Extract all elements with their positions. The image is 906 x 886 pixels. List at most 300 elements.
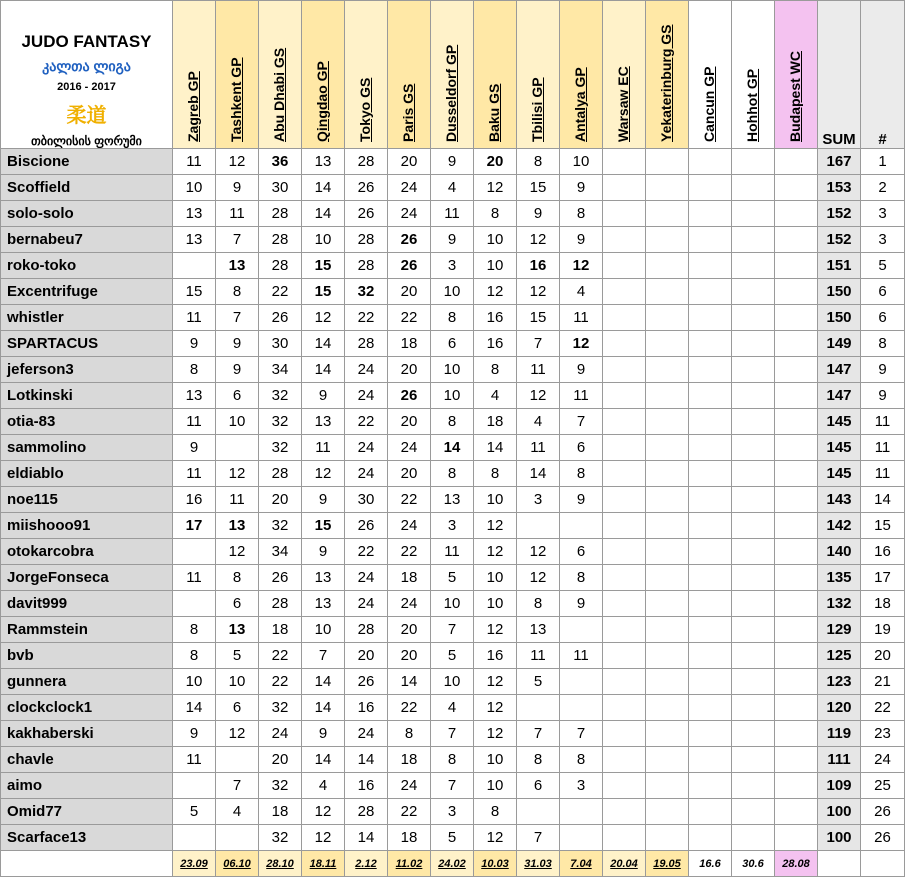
- score-cell: [646, 591, 689, 617]
- rank-cell: 3: [861, 227, 905, 253]
- score-cell: 28: [345, 149, 388, 175]
- rank-cell: 9: [861, 383, 905, 409]
- score-cell: 11: [302, 435, 345, 461]
- score-cell: 12: [474, 539, 517, 565]
- table-row: [1, 383, 905, 409]
- score-cell: 24: [345, 383, 388, 409]
- score-cell: [775, 591, 818, 617]
- score-cell: [517, 799, 560, 825]
- score-cell: 10: [173, 175, 216, 201]
- score-cell: 32: [345, 279, 388, 305]
- score-cell: 4: [474, 383, 517, 409]
- score-cell: 15: [517, 305, 560, 331]
- player-name: solo-solo: [1, 201, 173, 227]
- rank-cell: 2: [861, 175, 905, 201]
- score-cell: 11: [173, 409, 216, 435]
- score-cell: [603, 149, 646, 175]
- score-cell: [732, 279, 775, 305]
- sum-cell: 123: [818, 669, 861, 695]
- score-cell: [646, 747, 689, 773]
- player-name: Scarface13: [1, 825, 173, 851]
- score-cell: 11: [173, 747, 216, 773]
- score-cell: [603, 669, 646, 695]
- score-cell: 24: [388, 435, 431, 461]
- table-row: [1, 539, 905, 565]
- score-cell: 14: [302, 201, 345, 227]
- score-cell: [603, 565, 646, 591]
- score-cell: [603, 643, 646, 669]
- event-name: Hohhot GP: [744, 68, 760, 142]
- score-cell: 9: [560, 175, 603, 201]
- event-header: [259, 1, 302, 149]
- score-cell: 14: [517, 461, 560, 487]
- score-cell: 8: [431, 409, 474, 435]
- score-cell: [732, 305, 775, 331]
- score-cell: 22: [259, 643, 302, 669]
- score-cell: 13: [517, 617, 560, 643]
- score-cell: 8: [517, 591, 560, 617]
- player-name: gunnera: [1, 669, 173, 695]
- score-cell: 24: [345, 721, 388, 747]
- score-cell: 10: [431, 357, 474, 383]
- score-cell: 16: [517, 253, 560, 279]
- event-name: Tashkent GP: [228, 57, 244, 142]
- score-cell: [732, 617, 775, 643]
- score-cell: [732, 747, 775, 773]
- dates-row: [1, 851, 905, 877]
- score-cell: 9: [173, 435, 216, 461]
- score-cell: 11: [173, 565, 216, 591]
- score-cell: 4: [302, 773, 345, 799]
- score-cell: 22: [345, 409, 388, 435]
- score-cell: 12: [302, 461, 345, 487]
- score-cell: 34: [259, 539, 302, 565]
- score-cell: [732, 565, 775, 591]
- score-cell: 20: [259, 747, 302, 773]
- score-cell: [689, 253, 732, 279]
- score-cell: 10: [560, 149, 603, 175]
- table-row: [1, 591, 905, 617]
- score-cell: 9: [302, 383, 345, 409]
- score-cell: 28: [345, 799, 388, 825]
- score-cell: 12: [474, 721, 517, 747]
- score-cell: 10: [302, 227, 345, 253]
- score-cell: 20: [388, 617, 431, 643]
- score-cell: 10: [474, 565, 517, 591]
- score-cell: 18: [388, 565, 431, 591]
- score-cell: [646, 617, 689, 643]
- rank-cell: 18: [861, 591, 905, 617]
- score-cell: [775, 669, 818, 695]
- score-cell: [603, 487, 646, 513]
- score-cell: [560, 695, 603, 721]
- event-header: [646, 1, 689, 149]
- rank-cell: 24: [861, 747, 905, 773]
- score-cell: 20: [259, 487, 302, 513]
- sum-cell: 145: [818, 461, 861, 487]
- rank-cell: 8: [861, 331, 905, 357]
- score-cell: 28: [259, 227, 302, 253]
- score-cell: [689, 617, 732, 643]
- player-name: chavle: [1, 747, 173, 773]
- score-cell: [775, 487, 818, 513]
- score-cell: [646, 799, 689, 825]
- score-cell: 7: [517, 825, 560, 851]
- score-cell: [732, 487, 775, 513]
- player-name: eldiablo: [1, 461, 173, 487]
- score-cell: 9: [560, 227, 603, 253]
- score-cell: 10: [474, 253, 517, 279]
- score-cell: [603, 695, 646, 721]
- score-cell: [689, 669, 732, 695]
- score-cell: [216, 825, 259, 851]
- sum-cell: 135: [818, 565, 861, 591]
- rank-cell: 23: [861, 721, 905, 747]
- score-cell: [689, 175, 732, 201]
- score-cell: 6: [560, 539, 603, 565]
- score-cell: 22: [388, 799, 431, 825]
- score-cell: [689, 461, 732, 487]
- score-cell: 5: [431, 565, 474, 591]
- score-cell: 13: [216, 513, 259, 539]
- table-row: [1, 201, 905, 227]
- sum-cell: 145: [818, 409, 861, 435]
- score-cell: 9: [517, 201, 560, 227]
- score-cell: [646, 773, 689, 799]
- event-name: Yekaterinburg GS: [658, 24, 674, 142]
- player-name: aimo: [1, 773, 173, 799]
- score-cell: [732, 695, 775, 721]
- score-cell: 30: [259, 175, 302, 201]
- score-cell: [775, 747, 818, 773]
- score-cell: 14: [173, 695, 216, 721]
- score-cell: 26: [388, 227, 431, 253]
- score-cell: 24: [388, 591, 431, 617]
- score-cell: 11: [216, 487, 259, 513]
- event-date: 24.02: [431, 851, 474, 877]
- score-cell: 12: [474, 695, 517, 721]
- score-cell: 9: [173, 721, 216, 747]
- score-cell: [775, 201, 818, 227]
- score-cell: 7: [560, 721, 603, 747]
- score-cell: [646, 565, 689, 591]
- score-cell: 13: [302, 565, 345, 591]
- score-cell: 8: [474, 357, 517, 383]
- score-cell: 3: [431, 799, 474, 825]
- sum-cell: 129: [818, 617, 861, 643]
- score-cell: 8: [173, 357, 216, 383]
- score-cell: 12: [216, 721, 259, 747]
- score-cell: 12: [474, 669, 517, 695]
- rank-cell: 17: [861, 565, 905, 591]
- score-cell: [732, 409, 775, 435]
- sum-cell: 120: [818, 695, 861, 721]
- score-cell: 24: [345, 435, 388, 461]
- player-name: Biscione: [1, 149, 173, 175]
- score-cell: [732, 721, 775, 747]
- score-cell: 32: [259, 695, 302, 721]
- score-cell: 14: [431, 435, 474, 461]
- score-cell: [646, 409, 689, 435]
- score-cell: [646, 461, 689, 487]
- score-cell: 12: [474, 279, 517, 305]
- score-cell: 24: [388, 773, 431, 799]
- score-cell: [646, 227, 689, 253]
- score-cell: [775, 227, 818, 253]
- score-cell: 18: [474, 409, 517, 435]
- score-cell: 12: [517, 383, 560, 409]
- event-name: Paris GS: [400, 83, 416, 142]
- event-date: 20.04: [603, 851, 646, 877]
- score-cell: 6: [431, 331, 474, 357]
- event-date: 19.05: [646, 851, 689, 877]
- score-cell: [689, 227, 732, 253]
- score-cell: 7: [560, 409, 603, 435]
- table-row: [1, 487, 905, 513]
- score-cell: [603, 409, 646, 435]
- score-cell: [173, 773, 216, 799]
- player-name: Excentrifuge: [1, 279, 173, 305]
- score-cell: [775, 643, 818, 669]
- sum-header: SUM: [818, 1, 861, 149]
- score-cell: [775, 773, 818, 799]
- score-cell: 10: [474, 487, 517, 513]
- event-date: 7.04: [560, 851, 603, 877]
- score-cell: 24: [259, 721, 302, 747]
- score-cell: 5: [517, 669, 560, 695]
- score-cell: 6: [216, 695, 259, 721]
- table-row: [1, 825, 905, 851]
- score-cell: [689, 331, 732, 357]
- score-cell: 3: [560, 773, 603, 799]
- table-row: [1, 253, 905, 279]
- score-cell: 9: [216, 331, 259, 357]
- score-cell: 7: [216, 227, 259, 253]
- score-cell: [732, 175, 775, 201]
- score-cell: 9: [431, 227, 474, 253]
- score-cell: 3: [431, 513, 474, 539]
- score-cell: 26: [388, 383, 431, 409]
- sum-cell: 152: [818, 227, 861, 253]
- score-cell: 8: [216, 279, 259, 305]
- score-cell: 18: [388, 747, 431, 773]
- score-cell: 10: [431, 383, 474, 409]
- score-cell: [775, 305, 818, 331]
- score-cell: [732, 357, 775, 383]
- score-cell: 10: [173, 669, 216, 695]
- table-row: [1, 643, 905, 669]
- sum-cell: 152: [818, 201, 861, 227]
- score-cell: [689, 201, 732, 227]
- score-cell: [603, 591, 646, 617]
- event-date: 2.12: [345, 851, 388, 877]
- score-cell: 26: [388, 253, 431, 279]
- score-cell: 16: [345, 773, 388, 799]
- score-cell: 24: [345, 591, 388, 617]
- score-cell: [775, 279, 818, 305]
- score-cell: [689, 305, 732, 331]
- score-cell: 10: [431, 591, 474, 617]
- score-cell: [689, 279, 732, 305]
- rank-cell: 6: [861, 305, 905, 331]
- score-cell: 5: [431, 643, 474, 669]
- player-name: Rammstein: [1, 617, 173, 643]
- score-cell: [646, 175, 689, 201]
- score-cell: 13: [216, 617, 259, 643]
- score-cell: 12: [474, 825, 517, 851]
- logo-subtitle: კალთა ლიგა: [42, 58, 131, 74]
- score-cell: [689, 773, 732, 799]
- score-cell: [775, 799, 818, 825]
- score-cell: 7: [216, 305, 259, 331]
- event-date: 28.10: [259, 851, 302, 877]
- score-cell: [689, 409, 732, 435]
- score-cell: 10: [431, 669, 474, 695]
- logo-years: 2016 - 2017: [57, 81, 116, 93]
- score-cell: 22: [259, 669, 302, 695]
- sum-cell: 150: [818, 305, 861, 331]
- score-cell: [775, 149, 818, 175]
- score-cell: 24: [388, 175, 431, 201]
- event-name: Qingdao GP: [314, 61, 330, 142]
- event-header: [689, 1, 732, 149]
- score-cell: [689, 695, 732, 721]
- score-cell: 8: [474, 799, 517, 825]
- score-cell: 20: [388, 149, 431, 175]
- score-cell: 14: [474, 435, 517, 461]
- score-cell: 16: [345, 695, 388, 721]
- score-cell: 15: [173, 279, 216, 305]
- score-cell: 7: [431, 617, 474, 643]
- score-cell: 14: [302, 695, 345, 721]
- score-cell: 26: [259, 305, 302, 331]
- score-cell: 24: [388, 201, 431, 227]
- footer-blank-rank: [861, 851, 905, 877]
- score-cell: 22: [388, 539, 431, 565]
- score-cell: 26: [345, 669, 388, 695]
- score-cell: 20: [388, 279, 431, 305]
- score-cell: [603, 331, 646, 357]
- score-cell: 24: [345, 565, 388, 591]
- score-cell: [560, 617, 603, 643]
- score-cell: 7: [302, 643, 345, 669]
- score-cell: [173, 539, 216, 565]
- score-cell: [775, 617, 818, 643]
- player-name: davit999: [1, 591, 173, 617]
- rank-cell: 11: [861, 461, 905, 487]
- score-cell: 36: [259, 149, 302, 175]
- score-cell: 12: [474, 617, 517, 643]
- event-name: Abu Dhabi GS: [271, 47, 287, 142]
- score-cell: [173, 253, 216, 279]
- score-cell: [603, 825, 646, 851]
- score-cell: 22: [388, 695, 431, 721]
- score-cell: 5: [431, 825, 474, 851]
- score-cell: 4: [431, 695, 474, 721]
- rank-cell: 26: [861, 799, 905, 825]
- score-cell: [775, 331, 818, 357]
- score-cell: 16: [474, 643, 517, 669]
- score-cell: 13: [216, 253, 259, 279]
- sum-cell: 147: [818, 383, 861, 409]
- score-cell: 8: [173, 643, 216, 669]
- score-cell: [732, 773, 775, 799]
- score-cell: 11: [173, 461, 216, 487]
- score-cell: [603, 201, 646, 227]
- score-cell: [646, 357, 689, 383]
- rank-cell: 26: [861, 825, 905, 851]
- event-name: Cancun GP: [701, 66, 717, 142]
- score-cell: 28: [345, 253, 388, 279]
- table-row: [1, 669, 905, 695]
- table-row: [1, 461, 905, 487]
- score-cell: 12: [302, 305, 345, 331]
- table-row: [1, 513, 905, 539]
- table-row: [1, 149, 905, 175]
- score-cell: [646, 279, 689, 305]
- score-cell: 26: [345, 201, 388, 227]
- score-cell: [775, 253, 818, 279]
- score-cell: 8: [474, 201, 517, 227]
- score-cell: 18: [388, 825, 431, 851]
- score-cell: [603, 227, 646, 253]
- score-cell: 26: [345, 175, 388, 201]
- player-name: Omid77: [1, 799, 173, 825]
- score-cell: 12: [517, 539, 560, 565]
- score-cell: 11: [560, 305, 603, 331]
- score-cell: 28: [259, 201, 302, 227]
- sum-cell: 100: [818, 825, 861, 851]
- event-header: [517, 1, 560, 149]
- sum-cell: 167: [818, 149, 861, 175]
- score-cell: 13: [431, 487, 474, 513]
- score-cell: [689, 747, 732, 773]
- score-cell: 12: [474, 513, 517, 539]
- logo-kanji: 柔道: [66, 105, 107, 127]
- score-cell: 8: [216, 565, 259, 591]
- event-header: [560, 1, 603, 149]
- score-cell: 12: [517, 279, 560, 305]
- footer-blank-sum: [818, 851, 861, 877]
- event-date: 06.10: [216, 851, 259, 877]
- event-header: [775, 1, 818, 149]
- table-row: [1, 227, 905, 253]
- score-cell: 24: [388, 513, 431, 539]
- sum-cell: 142: [818, 513, 861, 539]
- event-date: 31.03: [517, 851, 560, 877]
- table-row: [1, 747, 905, 773]
- event-date: 10.03: [474, 851, 517, 877]
- score-cell: 13: [302, 409, 345, 435]
- score-cell: 26: [345, 513, 388, 539]
- logo: [1, 1, 173, 149]
- score-cell: 22: [259, 279, 302, 305]
- score-cell: 20: [388, 409, 431, 435]
- score-cell: 13: [173, 227, 216, 253]
- score-cell: 10: [431, 279, 474, 305]
- score-cell: 22: [388, 487, 431, 513]
- score-cell: 10: [216, 669, 259, 695]
- score-cell: 9: [216, 357, 259, 383]
- score-cell: [646, 695, 689, 721]
- score-cell: 9: [560, 591, 603, 617]
- score-cell: [689, 513, 732, 539]
- score-cell: [732, 331, 775, 357]
- score-cell: 8: [560, 461, 603, 487]
- score-cell: [646, 721, 689, 747]
- score-cell: [646, 669, 689, 695]
- score-cell: [775, 513, 818, 539]
